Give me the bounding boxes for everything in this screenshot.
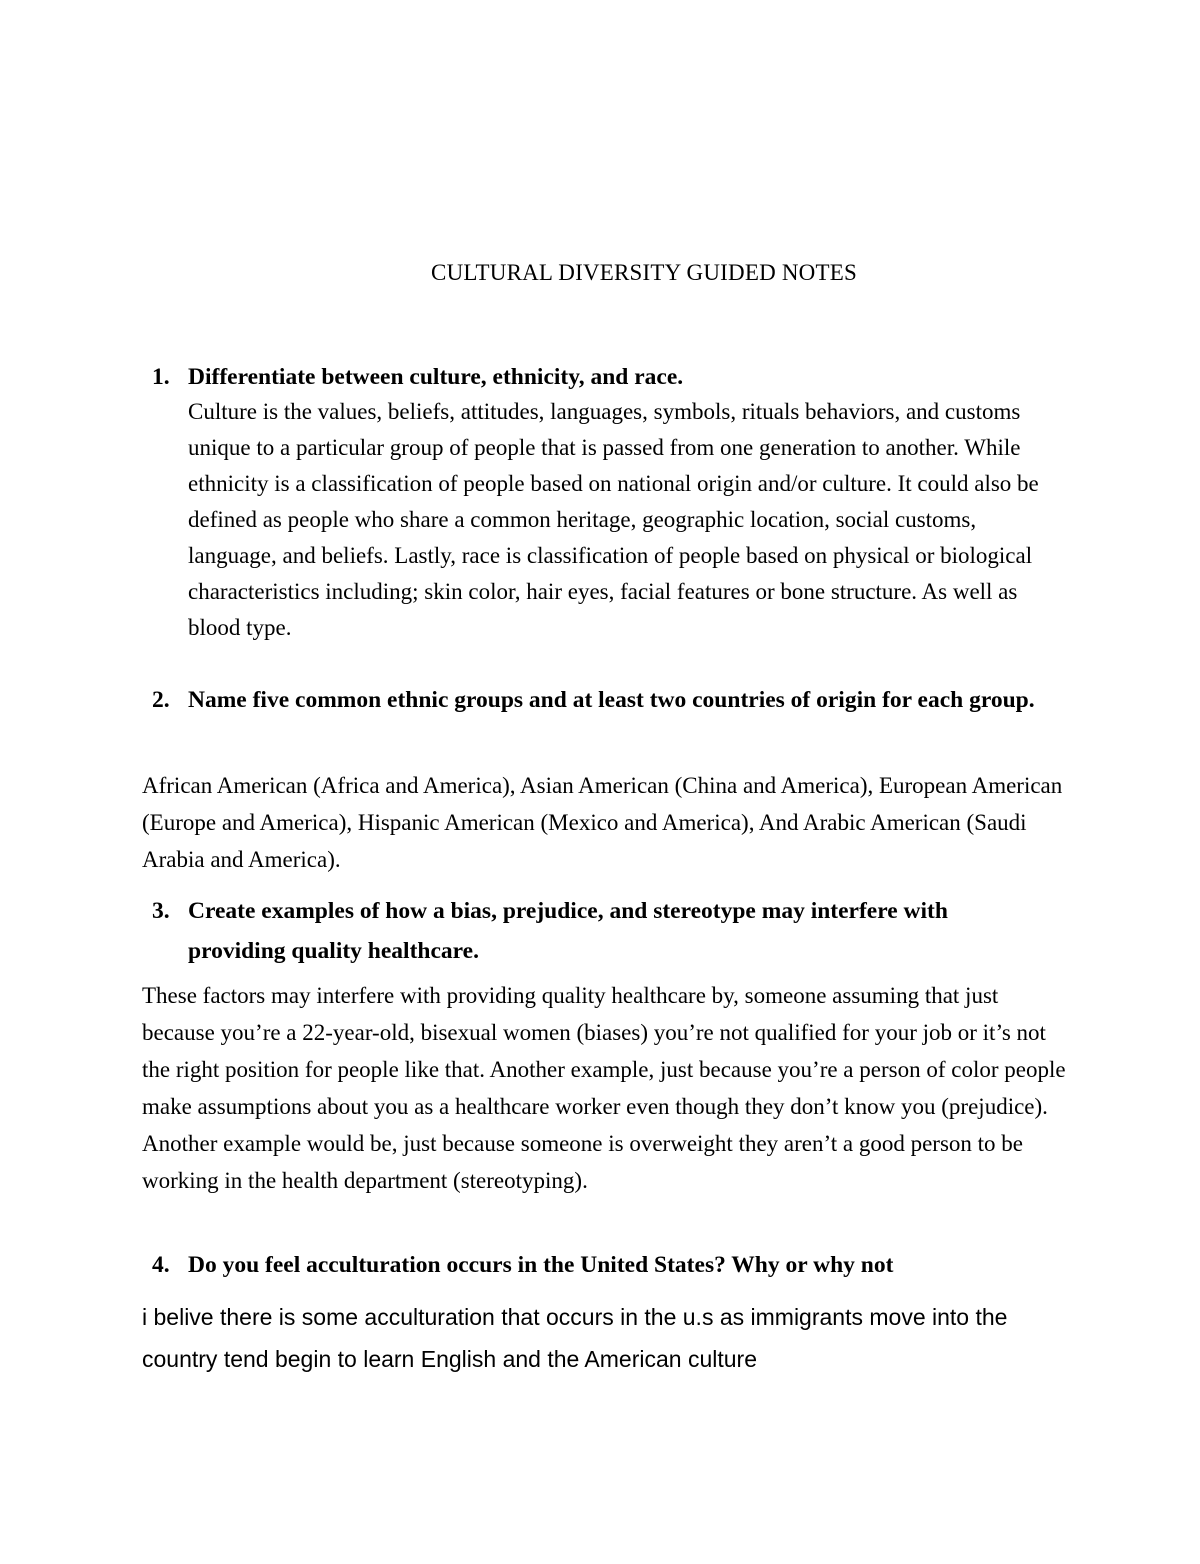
question-number: 3. [152, 898, 170, 924]
question-2 [152, 680, 1048, 720]
answer-2: African American (Africa and America), Asian American (China and America), European American (Europe and America), Hispanic American (Mexico and America), And Arabic American (Saudi Arabia and America). [142, 773, 1063, 872]
question-text: Create examples of how a bias, prejudice, and stereotype may interfere with providing quality healthcare. [188, 898, 948, 964]
question-3 [152, 891, 1048, 971]
question-text: Name five common ethnic groups and at least two countries of origin for each group. [188, 687, 1035, 713]
answer-4: i belive there is some acculturation that occurs in the u.s as immigrants move into the country tend begin to learn English and the American culture [142, 1304, 1008, 1372]
question-text: Do you feel acculturation occurs in the United States? Why or why not [188, 1252, 894, 1278]
answer-1: Culture is the values, beliefs, attitudes, languages, symbols, rituals behaviors, and customs unique to a particular group of people that is passed from one generation to another. While ethnicity is a classification of people based on national origin and/or culture. It could also be defined as people who share a common heritage, geographic location, social customs, language, and beliefs. Lastly, race is classification of people based on physical or biological characteristics including; skin color, hair eyes, facial features or bone structure. As well as blood type. [188, 399, 1039, 640]
question-number: 1. [152, 364, 170, 390]
document-title: CULTURAL DIVERSITY GUIDED NOTES [431, 260, 857, 285]
question-4 [152, 1245, 1048, 1285]
question-number: 4. [152, 1252, 170, 1278]
question-number: 2. [152, 687, 170, 713]
question-1 [152, 357, 1048, 397]
question-text: Differentiate between culture, ethnicity, and race. [188, 364, 684, 390]
answer-3: These factors may interfere with providing quality healthcare by, someone assuming that just because you’re a 22-year-old, bisexual women (biases) you’re not qualified for your job or it’s not the right position for people like that. Another example, just because you’re a person of color people make assumptions about you as a healthcare worker even though they don’t know you (prejudice). Another example would be, just because someone is overweight they aren’t a good person to be working in the health department (stereotyping). [142, 983, 1066, 1193]
